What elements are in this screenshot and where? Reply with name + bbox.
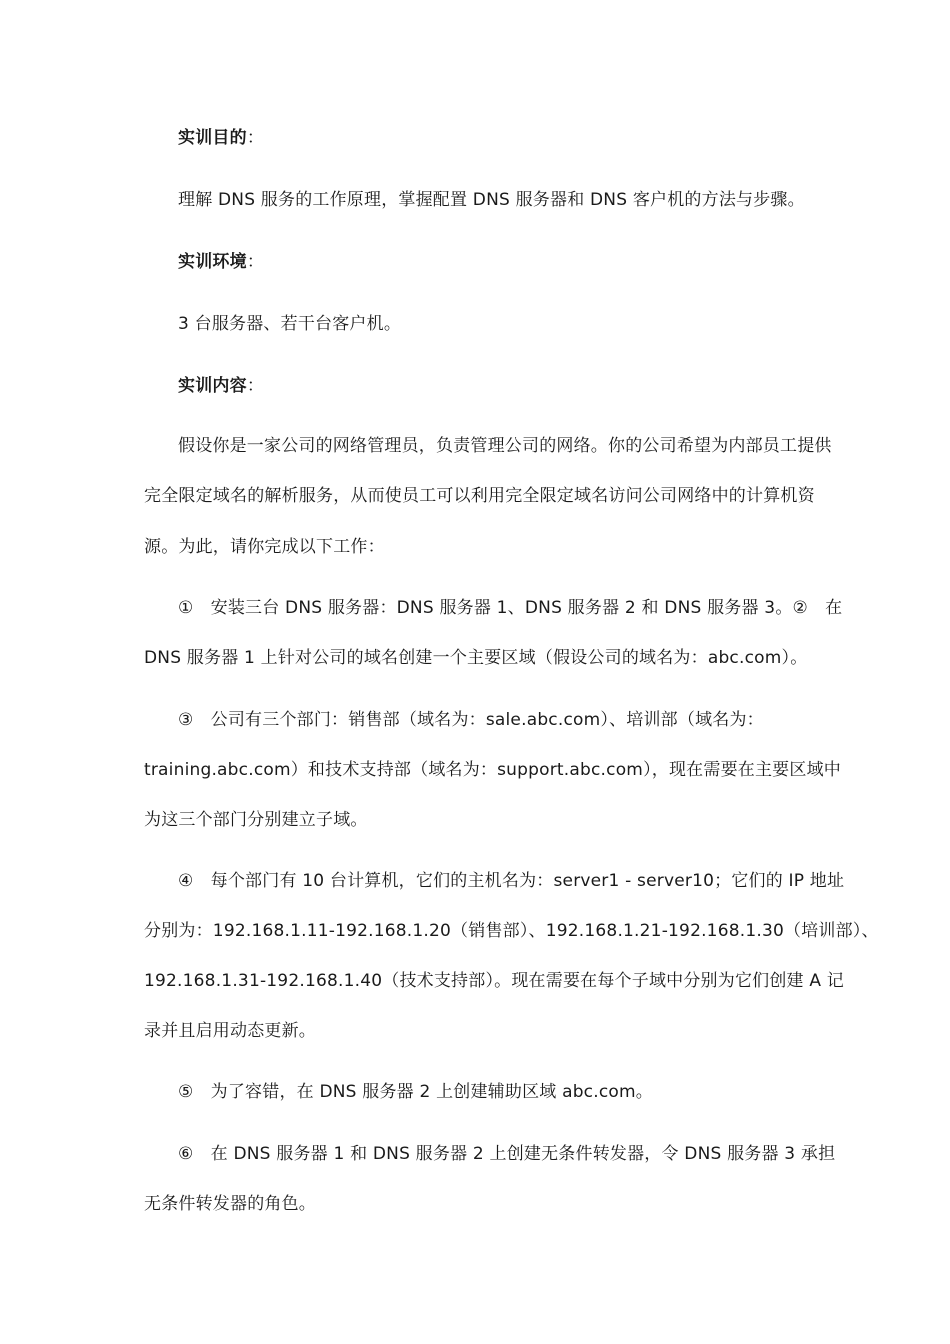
environment-heading: 实训环境 bbox=[178, 252, 247, 272]
task-4-line-4: 录并且启用动态更新。 bbox=[144, 1021, 316, 1041]
purpose-heading-line bbox=[178, 126, 264, 150]
content-heading-line bbox=[178, 374, 264, 398]
intro-paragraph-line-2: 完全限定域名的解析服务，从而使员工可以利用完全限定域名访问公司网络中的计算机资 bbox=[144, 486, 815, 506]
task-3-line-1: ③ 公司有三个部门：销售部（域名为：sale.abc.com）、培训部（域名为： bbox=[178, 710, 764, 730]
purpose-heading: 实训目的 bbox=[178, 128, 247, 148]
intro-paragraph-line-1: 假设你是一家公司的网络管理员，负责管理公司的网络。你的公司希望为内部员工提供 bbox=[178, 436, 832, 456]
task-3-line-2: training.abc.com）和技术支持部（域名为：support.abc.com），现在需要在主要区域中 bbox=[144, 760, 841, 780]
task-3-line-3: 为这三个部门分别建立子域。 bbox=[144, 810, 368, 830]
task-6-line-2: 无条件转发器的角色。 bbox=[144, 1194, 316, 1214]
environment-heading-colon: ： bbox=[246, 252, 265, 272]
environment-heading-line bbox=[178, 250, 264, 274]
task-4-line-3: 192.168.1.31-192.168.1.40（技术支持部）。现在需要在每个子域中分别为它们创建 A 记 bbox=[144, 971, 844, 991]
task-1-2-line-1: ① 安装三台 DNS 服务器：DNS 服务器 1、DNS 服务器 2 和 DNS 服务器 3。② 在 bbox=[178, 598, 843, 618]
task-1-2-line-2: DNS 服务器 1 上针对公司的域名创建一个主要区域（假设公司的域名为：abc.com）。 bbox=[144, 648, 808, 668]
task-6-line-1: ⑥ 在 DNS 服务器 1 和 DNS 服务器 2 上创建无条件转发器，令 DNS 服务器 3 承担 bbox=[178, 1144, 836, 1164]
task-4-line-2: 分别为：192.168.1.11-192.168.1.20（销售部）、192.168.1.21-192.168.1.30（培训部）、 bbox=[144, 921, 879, 941]
task-5-line-1: ⑤ 为了容错，在 DNS 服务器 2 上创建辅助区域 abc.com。 bbox=[178, 1082, 653, 1102]
content-heading: 实训内容 bbox=[178, 376, 247, 396]
task-4-line-1: ④ 每个部门有 10 台计算机，它们的主机名为：server1 - server10；它们的 IP 地址 bbox=[178, 871, 845, 891]
environment-text: 3 台服务器、若干台客户机。 bbox=[178, 314, 402, 334]
purpose-text: 理解 DNS 服务的工作原理，掌握配置 DNS 服务器和 DNS 客户机的方法与步骤。 bbox=[178, 190, 805, 210]
content-heading-colon: ： bbox=[246, 376, 265, 396]
purpose-heading-colon: ： bbox=[246, 128, 265, 148]
intro-paragraph-line-3: 源。为此，请你完成以下工作： bbox=[144, 537, 385, 557]
